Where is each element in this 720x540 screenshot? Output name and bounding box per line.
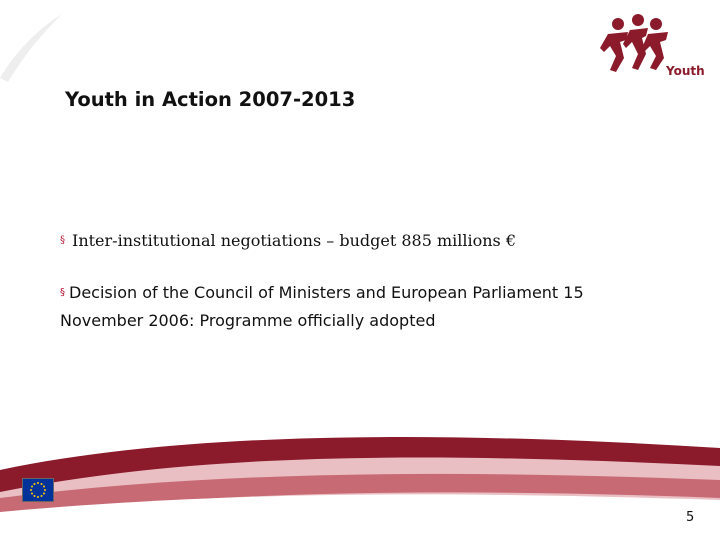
bullet-text: Decision of the Council of Ministers and European Parliament 15 November 2006: Programme officially adopted — [60, 283, 584, 330]
bullet-item — [60, 280, 670, 333]
top-left-swoosh — [0, 14, 62, 82]
bullet-marker: § — [60, 287, 65, 298]
bullet-marker: § — [60, 235, 65, 246]
slide-title: Youth in Action 2007-2013 — [65, 88, 356, 111]
bullet-text: Inter-institutional negotiations – budget 885 millions € — [72, 231, 517, 250]
bullet-item — [60, 231, 680, 250]
logo-wordmark: Youth — [666, 64, 705, 78]
page-number: 5 — [686, 510, 695, 525]
eu-flag-icon — [22, 478, 54, 502]
